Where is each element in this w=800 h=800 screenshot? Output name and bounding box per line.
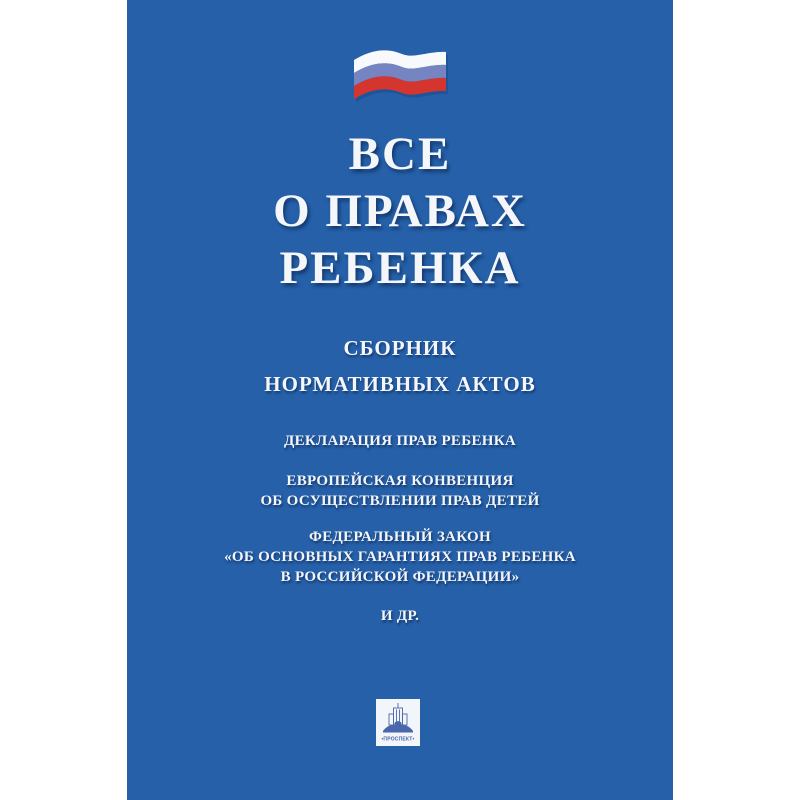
russian-flag-icon	[352, 42, 448, 102]
subtitle-line-2: НОРМАТИВНЫХ АКТОВ	[264, 372, 536, 396]
document-line: «ОБ ОСНОВНЫХ ГАРАНТИЯХ ПРАВ РЕБЕНКА	[224, 549, 576, 565]
title-line-1: ВСЕ	[348, 128, 452, 180]
document-line: ДЕКЛАРАЦИЯ ПРАВ РЕБЕНКА	[283, 433, 517, 449]
document-line: ФЕДЕРАЛЬНЫЙ ЗАКОН	[309, 529, 491, 545]
book-cover	[127, 0, 673, 800]
document-item-federal-law	[127, 527, 673, 587]
document-line: ЕВРОПЕЙСКАЯ КОНВЕНЦИЯ	[286, 473, 514, 489]
document-line: В РОССИЙСКОЙ ФЕДЕРАЦИИ»	[280, 569, 520, 585]
document-item-european-convention	[127, 471, 673, 511]
title-line-2: О ПРАВАХ	[273, 185, 527, 237]
document-line: И ДР.	[380, 608, 420, 624]
document-line: ОБ ОСУЩЕСТВЛЕНИИ ПРАВ ДЕТЕЙ	[260, 493, 540, 509]
document-item-declaration	[127, 431, 673, 451]
book-title	[127, 126, 673, 297]
prospekt-publisher-logo	[376, 699, 420, 746]
book-subtitle	[127, 330, 673, 402]
subtitle-line-1: СБОРНИК	[343, 336, 457, 360]
publisher-logo-text: •ПРОСПЕКТ•	[381, 736, 415, 743]
title-line-3: РЕБЕНКА	[279, 242, 521, 294]
document-item-etc	[127, 606, 673, 626]
